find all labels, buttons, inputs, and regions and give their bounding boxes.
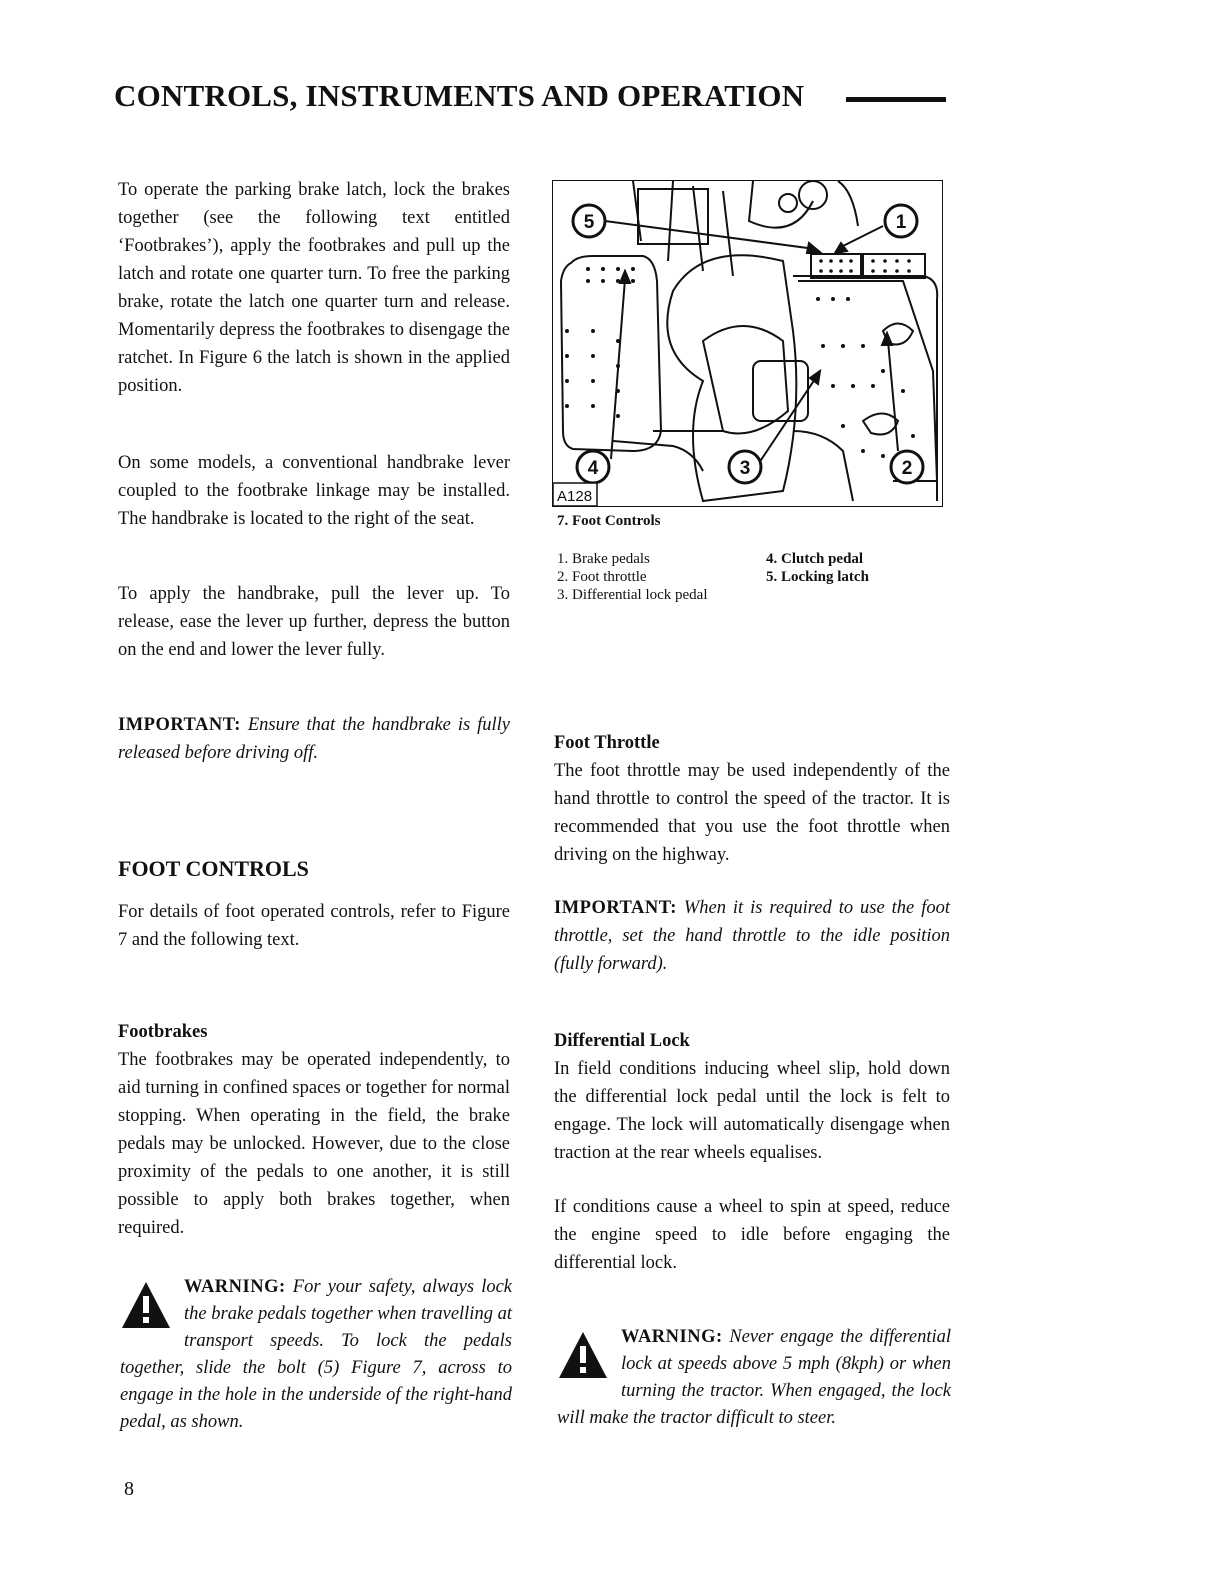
legend-item: 3. Differential lock pedal (557, 587, 708, 603)
footbrakes-section (118, 1018, 510, 1242)
svg-text:5: 5 (583, 212, 595, 233)
foot-controls-heading: FOOT CONTROLS (118, 856, 309, 881)
foot-controls-illustration (553, 181, 942, 506)
apply-handbrake-paragraph: To apply the handbrake, pull the lever up. To release, ease the lever up further, depress the button on the end and lower the lever fully. (118, 584, 510, 660)
callout-4 (577, 451, 609, 483)
warning-label: WARNING: (621, 1327, 723, 1347)
important-note-throttle (554, 894, 950, 978)
figure-legend-right (766, 550, 869, 586)
important-text: When it is required to use the foot throttle, set the hand throttle to the idle position (fully forward). (554, 898, 950, 974)
legend-item: 1. Brake pedals (557, 551, 650, 567)
callout-1 (885, 205, 917, 237)
important-note-handbrake (118, 711, 510, 767)
warning-label: WARNING: (184, 1277, 286, 1297)
svg-text:3: 3 (739, 458, 751, 479)
callout-2 (891, 451, 923, 483)
figure-ref: A128 (557, 488, 593, 505)
figure-caption: 7. Foot Controls (557, 513, 661, 529)
important-label: IMPORTANT: (118, 715, 241, 735)
foot-throttle-paragraph: The foot throttle may be used independently of the hand throttle to control the speed of the tractor. It is recommended that you use the foot throttle when driving on the highway. (554, 761, 950, 865)
footbrakes-paragraph: The footbrakes may be operated independently, to aid turning in confined spaces or together for normal stopping. When operating in the field, the brake pedals may be unlocked. However, due to the close proximity of the pedals to one another, it is still possible to apply both brakes together, when required. (118, 1050, 510, 1238)
figure-legend-left (557, 550, 708, 604)
warning-text: Never engage the differential lock at speeds above 5 mph (8kph) or when turning the tractor. When engaged, the lock will make the tractor difficult to steer. (557, 1327, 951, 1428)
legend-item: 2. Foot throttle (557, 569, 647, 585)
differential-lock-heading: Differential Lock (554, 1031, 690, 1051)
warning-brake-lock (120, 1274, 512, 1436)
callout-3 (729, 451, 761, 483)
footbrakes-heading: Footbrakes (118, 1022, 208, 1042)
foot-throttle-section (554, 729, 950, 869)
foot-controls-paragraph: For details of foot operated controls, refer to Figure 7 and the following text. (118, 902, 510, 950)
important-text: Ensure that the handbrake is fully released before driving off. (118, 715, 511, 763)
warning-triangle-icon (557, 1330, 609, 1380)
page-number: 8 (124, 1478, 134, 1500)
svg-text:1: 1 (895, 212, 907, 233)
warning-text: For your safety, always lock the brake pedals together when travelling at transport speeds. To lock the pedals together, slide the bolt (5) Figure 7, across to engage in the hole in the underside of the right-hand pedal, as shown. (120, 1277, 513, 1432)
warning-triangle-icon (120, 1280, 172, 1330)
warning-differential-lock (557, 1324, 951, 1432)
page-title: CONTROLS, INSTRUMENTS AND OPERATION (114, 78, 805, 113)
important-label: IMPORTANT: (554, 898, 677, 918)
differential-lock-paragraph: In field conditions inducing wheel slip, hold down the differential lock pedal until the lock is felt to engage. The lock will automatically disengage when traction at the rear wheels equalises. (554, 1059, 950, 1163)
differential-lock-paragraph-2: If conditions cause a wheel to spin at speed, reduce the engine speed to idle before engaging the differential lock. (554, 1197, 950, 1273)
parking-brake-paragraph: To operate the parking brake latch, lock the brakes together (see the following text entitled ‘Footbrakes’), apply the footbrakes and pull up the latch and rotate one quarter turn. To free the parking brake, rotate the latch one quarter turn and release. Momentarily depress the footbrakes to disengage the ratchet. In Figure 6 the latch is shown in the applied position. (118, 180, 510, 396)
legend-item: 4. Clutch pedal (766, 551, 864, 567)
title-rule (846, 97, 946, 102)
legend-item: 5. Locking latch (766, 569, 869, 585)
foot-throttle-heading: Foot Throttle (554, 733, 660, 753)
handbrake-paragraph: On some models, a conventional handbrake lever coupled to the footbrake linkage may be installed. The handbrake is located to the right of the seat. (118, 453, 510, 529)
foot-controls-figure (552, 180, 943, 507)
svg-text:4: 4 (587, 458, 599, 479)
svg-text:2: 2 (901, 458, 913, 479)
differential-lock-section (554, 1027, 950, 1167)
callout-5 (573, 205, 605, 237)
